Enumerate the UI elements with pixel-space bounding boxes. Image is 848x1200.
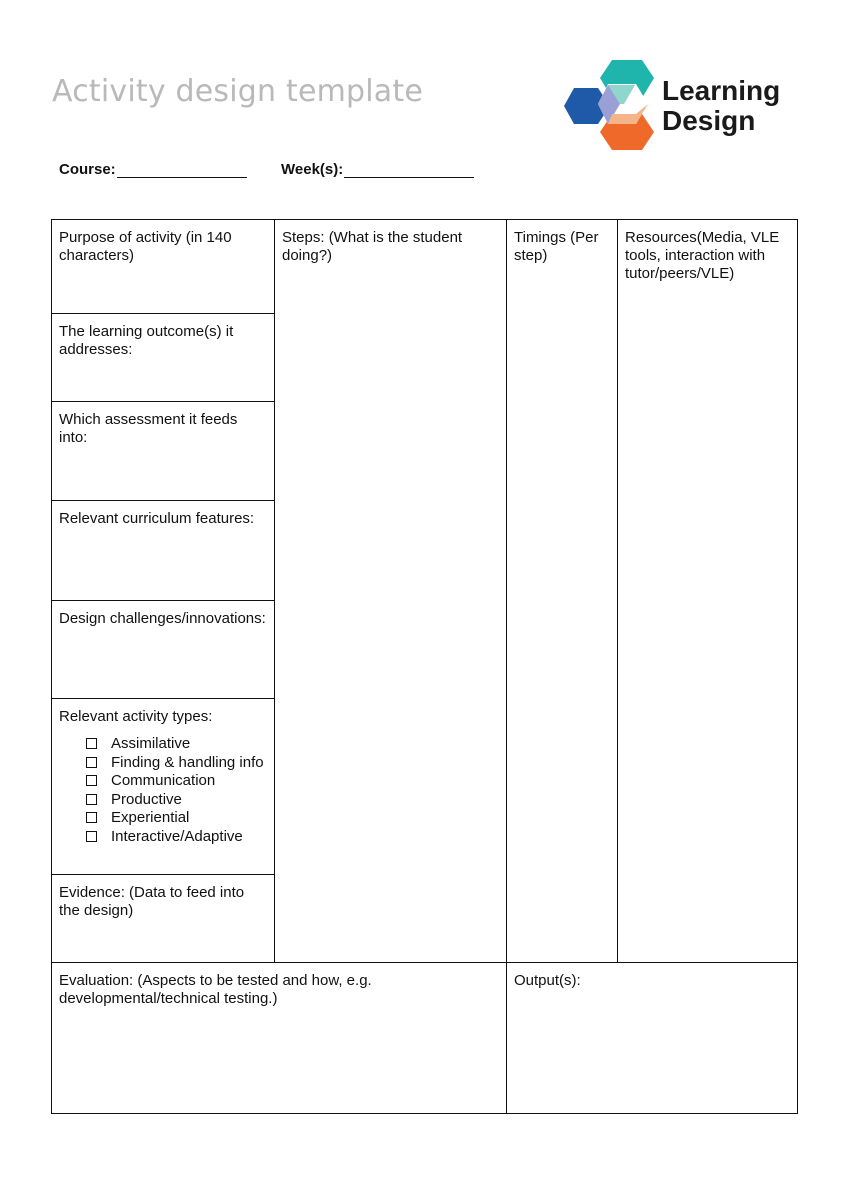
course-blank-line[interactable] [117, 163, 247, 178]
activity-types-list [83, 735, 267, 846]
page-title: Activity design template [52, 74, 424, 109]
activity-type-item[interactable]: Communication [83, 772, 267, 791]
activity-types-heading: Relevant activity types: [59, 708, 213, 725]
activity-type-item[interactable]: Productive [83, 791, 267, 810]
activity-type-item[interactable]: Experiential [83, 809, 267, 828]
evaluation-label: Evaluation: (Aspects to be tested and how, e.g. developmental/technical testing.) [59, 972, 372, 1007]
assessment-label: Which assessment it feeds into: [59, 411, 238, 446]
steps-label: Steps: (What is the student doing?) [282, 229, 463, 264]
learning-design-logo [562, 58, 802, 154]
purpose-label: Purpose of activity (in 140 characters) [59, 229, 232, 264]
curriculum-label: Relevant curriculum features: [59, 510, 255, 527]
course-field[interactable] [59, 161, 247, 178]
assessment-cell[interactable] [52, 402, 275, 501]
timings-label: Timings (Per step) [514, 229, 599, 264]
design-challenges-cell[interactable] [52, 601, 275, 699]
logo-wordmark [662, 76, 780, 136]
checkbox-icon[interactable] [86, 738, 97, 749]
resources-cell[interactable] [618, 220, 798, 963]
activity-design-table [51, 219, 798, 1114]
checkbox-icon[interactable] [86, 831, 97, 842]
activity-type-item[interactable]: Finding & handling info [83, 754, 267, 773]
steps-cell[interactable] [275, 220, 507, 963]
learning-outcomes-cell[interactable] [52, 314, 275, 402]
design-challenges-label: Design challenges/innovations: [59, 610, 266, 627]
evidence-label: Evidence: (Data to feed into the design) [59, 884, 245, 919]
hexagon-logo-icon [562, 58, 658, 154]
weeks-field[interactable] [281, 161, 474, 178]
purpose-cell[interactable] [52, 220, 275, 314]
weeks-blank-line[interactable] [344, 163, 474, 178]
activity-type-item[interactable]: Assimilative [83, 735, 267, 754]
checkbox-icon[interactable] [86, 812, 97, 823]
learning-outcomes-label: The learning outcome(s) it addresses: [59, 323, 234, 358]
timings-cell[interactable] [507, 220, 618, 963]
checkbox-icon[interactable] [86, 775, 97, 786]
checkbox-icon[interactable] [86, 794, 97, 805]
evidence-cell[interactable] [52, 875, 275, 963]
activity-type-item[interactable]: Interactive/Adaptive [83, 828, 267, 847]
resources-label: Resources(Media, VLE tools, interaction with tutor/peers/VLE) [625, 229, 780, 282]
course-label: Course: [59, 161, 116, 178]
logo-line-2: Design [662, 105, 756, 136]
checkbox-icon[interactable] [86, 757, 97, 768]
activity-types-cell [52, 699, 275, 875]
outputs-cell[interactable] [507, 963, 798, 1114]
curriculum-cell[interactable] [52, 501, 275, 601]
weeks-label: Week(s): [281, 161, 344, 178]
logo-line-1: Learning [662, 75, 781, 106]
evaluation-cell[interactable] [52, 963, 507, 1114]
outputs-label: Output(s): [514, 972, 581, 989]
